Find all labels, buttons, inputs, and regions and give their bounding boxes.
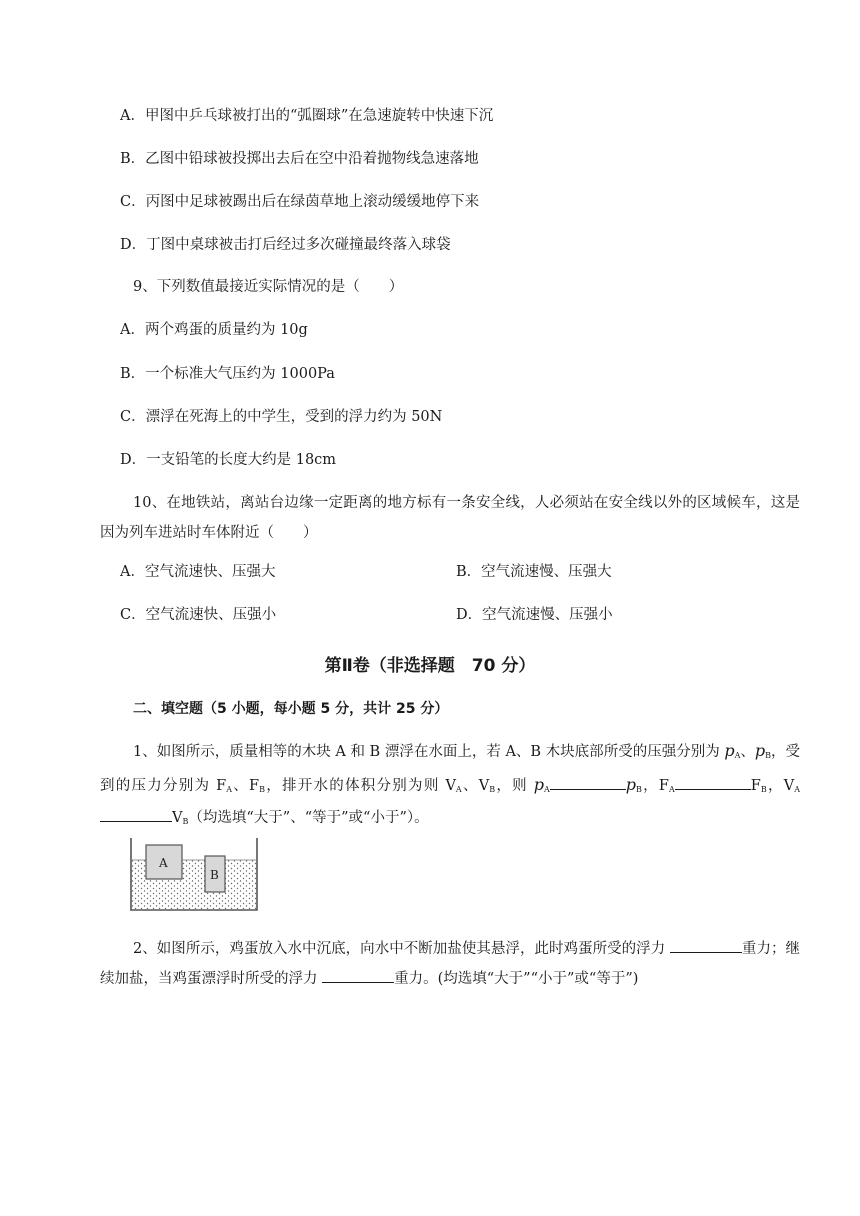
q8-option-b: B．乙图中铅球被投掷出去后在空中沿着抛物线急速落地	[120, 151, 479, 167]
q10-option-a: A．空气流速快、压强大	[120, 564, 276, 580]
q10-stem: 10、在地铁站，离站台边缘一定距离的地方标有一条安全线，人必须站在安全线以外的区域候车，这是因为列车进站时车体附近（ ）	[100, 495, 800, 541]
q10-option-b: B．空气流速慢、压强大	[456, 564, 612, 580]
answer-blank[interactable]	[550, 773, 626, 790]
section-title: 第Ⅱ卷（非选择题 70 分）	[324, 656, 536, 676]
answer-blank[interactable]	[670, 936, 742, 953]
block-b-label: B	[210, 868, 219, 882]
fill-question-2: 2、如图所示，鸡蛋放入水中沉底，向水中不断加盐使其悬浮，此时鸡蛋所受的浮力 重力；继续加盐，当鸡蛋漂浮时所受的浮力 重力。(均选填“大于”“小于”或“等于”)	[100, 934, 800, 994]
answer-blank[interactable]	[322, 966, 394, 983]
fill-question-1: 1、如图所示，质量相等的木块 A 和 B 漂浮在水面上，若 A、B 木块底部所受的压强分别为 $p_A$、$p_B$，受到的压力分别为 $F_A$、$F_B$，排开水的体积分别为则 $V_A$、$V_B$，则 $p_A$ $p_B$，$F_A$ $F_B$，$V_AV_B$（均选填“大于”、“等于”或“小于”）。	[100, 741, 801, 826]
q8-option-a: A．甲图中乒乓球被打出的“弧圈球”在急速旋转中快速下沉	[120, 108, 494, 124]
floating-blocks-figure	[128, 832, 262, 914]
q10-option-c: C．空气流速快、压强小	[120, 607, 277, 623]
q9-option-c: C．漂浮在死海上的中学生，受到的浮力约为 50N	[120, 409, 443, 425]
q8-option-d: D．丁图中桌球被击打后经过多次碰撞最终落入球袋	[120, 237, 451, 253]
q9-option-d: D．一支铅笔的长度大约是 18cm	[120, 452, 337, 468]
q8-option-c: C．丙图中足球被踢出后在绿茵草地上滚动缓缓地停下来	[120, 194, 480, 210]
q9-option-a: A．两个鸡蛋的质量约为 10g	[120, 322, 308, 338]
block-a-label: A	[159, 856, 168, 870]
q9-stem: 9、下列数值最接近实际情况的是（ ）	[133, 279, 404, 295]
q9-option-b: B．一个标准大气压约为 1000Pa	[120, 366, 335, 382]
answer-blank[interactable]	[675, 773, 751, 790]
part-title: 二、填空题（5 小题，每小题 5 分，共计 25 分）	[133, 701, 449, 717]
answer-blank[interactable]	[100, 805, 172, 822]
q10-option-d: D．空气流速慢、压强小	[456, 607, 613, 623]
